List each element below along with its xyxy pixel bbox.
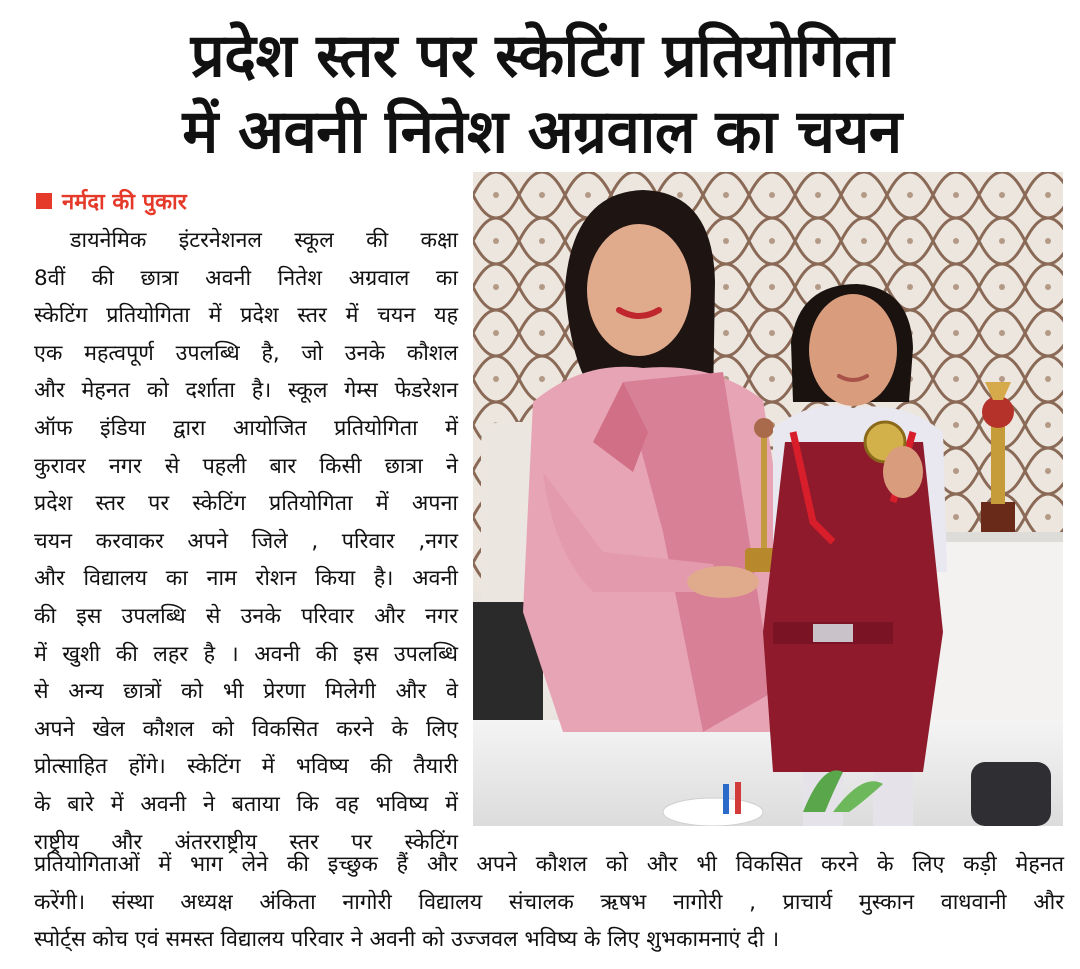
headline-line-1: प्रदेश स्तर पर स्केटिंग प्रतियोगिता — [190, 21, 894, 91]
column-line: और विद्यालय का नाम रोशन किया है। अवनी — [34, 566, 458, 592]
column-line: के बारे में अवनी ने बताया कि वह भविष्य में — [34, 791, 458, 817]
column-line: डायनेमिक इंटरनेशनल स्कूल की कक्षा — [70, 228, 458, 253]
headline-line-2: में अवनी नितेश अग्रवाल का चयन — [182, 97, 902, 167]
column-line: राष्ट्रीय और अंतरराष्ट्रीय स्तर पर स्केटिंग — [34, 829, 458, 855]
article-full-width — [34, 846, 1064, 959]
column-line: अपने खेल कौशल को विकसित करने के लिए — [34, 716, 458, 742]
headline — [14, 18, 1070, 170]
column-line: एक महत्वपूर्ण उपलब्धि है, जो उनके कौशल — [34, 340, 458, 366]
column-line: 8वीं की छात्रा अवनी नितेश अग्रवाल का — [34, 265, 458, 291]
article-photo — [473, 172, 1063, 826]
clipped-previous-text — [0, 0, 1080, 10]
column-line: प्रदेश स्तर पर स्केटिंग प्रतियोगिता में अपना — [34, 491, 458, 517]
column-line: से अन्य छात्रों को भी प्रेरणा मिलेगी और वे — [34, 679, 458, 705]
column-line: कुरावर नगर से पहली बार किसी छात्रा ने — [34, 453, 458, 479]
column-line: और मेहनत को दर्शाता है। स्कूल गेम्स फेडरेशन — [34, 378, 458, 404]
byline-label: नर्मदा की पुकार — [62, 190, 187, 215]
column-line: ऑफ इंडिया द्वारा आयोजित प्रतियोगिता में — [34, 415, 458, 441]
byline-square-icon — [36, 193, 52, 209]
column-line: स्केटिंग प्रतियोगिता में प्रदेश स्तर में चयन यह — [34, 303, 458, 329]
column-line: की इस उपलब्धि से उनके परिवार और नगर — [34, 603, 458, 629]
full-line: स्पोर्ट्स कोच एवं समस्त विद्यालय परिवार ने अवनी को उज्जवल भविष्य के लिए शुभकामनाएं दी । — [34, 927, 780, 953]
byline — [36, 186, 187, 216]
column-line: में खुशी की लहर है । अवनी की इस उपलब्धि — [34, 641, 458, 667]
column-line: चयन करवाकर अपने जिले , परिवार ,नगर — [34, 528, 458, 554]
full-line: प्रतियोगिताओं में भाग लेने की इच्छुक हैं और अपने कौशल को और भी विकसित करने के लिए कड़ी मेहनत — [34, 852, 1064, 877]
full-line: करेंगी। संस्था अध्यक्ष अंकिता नागोरी विद्यालय संचालक ऋषभ नागोरी , प्राचार्य मुस्कान वाधवानी और — [34, 889, 1064, 915]
column-line: प्रोत्साहित होंगे। स्केटिंग में भविष्य की तैयारी — [34, 754, 458, 780]
article-column — [34, 222, 458, 861]
